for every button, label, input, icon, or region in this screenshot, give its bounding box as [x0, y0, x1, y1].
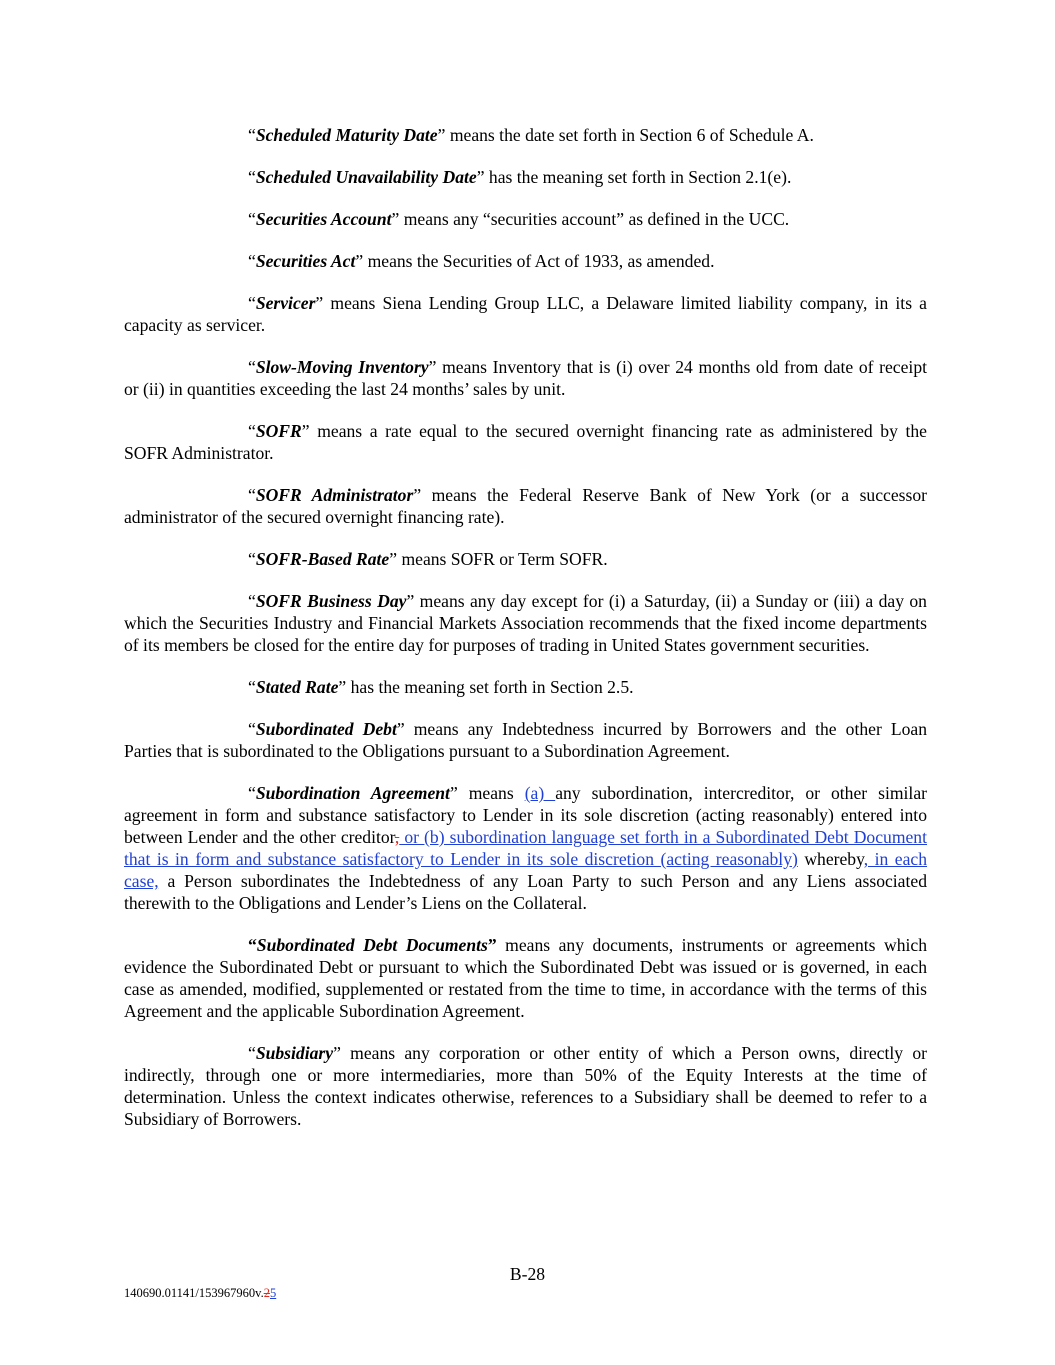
deleted-version: 2 [263, 1286, 270, 1300]
definition-text: means Inventory that is (i) over 24 months old from date of receipt or (ii) in quantities exceeding the last 24 months’ sales by unit. [124, 357, 927, 399]
definition-text: means Siena Lending Group LLC, a Delaware limited liability company, in its a capacity as servicer. [124, 293, 927, 335]
open-quote: “ [248, 251, 256, 271]
defined-term: Servicer [255, 293, 316, 313]
close-quote: ” [391, 209, 400, 229]
definition-text: has the meaning set forth in Section 2.1(e). [484, 167, 792, 187]
open-quote: “ [248, 591, 256, 611]
inserted-text: or (b) subordination language set forth in a Subordinated Debt Document that is in form and substance satisfactory to Lender in its sole discretion (acting reasonably) [124, 827, 927, 869]
inserted-text: (a) [524, 783, 556, 803]
open-quote: “ [248, 1043, 256, 1063]
definition-paragraph [124, 484, 927, 528]
definition-paragraph [124, 420, 927, 464]
open-quote: “ [248, 783, 256, 803]
close-quote: ” [487, 935, 497, 955]
close-quote: ” [476, 167, 485, 187]
defined-term: Slow-Moving Inventory [255, 357, 429, 377]
defined-term: SOFR-Based Rate [255, 549, 390, 569]
open-quote: “ [248, 167, 256, 187]
defined-term: Scheduled Unavailability Date [255, 167, 477, 187]
definition-paragraph [124, 356, 927, 400]
definition-text: means any Indebtedness incurred by Borrowers and the other Loan Parties that is subordinated to the Obligations pursuant to a Subordination Agreement. [124, 719, 928, 761]
subordinated-debt-documents-definition [124, 934, 927, 1022]
open-quote: “ [248, 677, 256, 697]
defined-term: Subordinated Debt Documents [256, 935, 488, 955]
definition-text: means SOFR or Term SOFR. [397, 549, 608, 569]
document-id [124, 1286, 276, 1301]
subordination-agreement-definition [124, 782, 927, 914]
definition-paragraph [124, 166, 927, 188]
close-quote: ” [301, 421, 310, 441]
close-quote: ” [428, 357, 437, 377]
definition-paragraph [124, 292, 927, 336]
inserted-text: , in each case, [124, 849, 928, 891]
open-quote: “ [248, 209, 256, 229]
defined-term: SOFR [255, 421, 302, 441]
definition-text: means any “securities account” as defined in the UCC. [399, 209, 790, 229]
open-quote: “ [248, 549, 256, 569]
defined-term: Subordinated Debt [255, 719, 397, 739]
definition-paragraph [124, 676, 927, 698]
deleted-text: , [394, 827, 400, 847]
open-quote: “ [248, 485, 256, 505]
close-quote: ” [333, 1043, 341, 1063]
open-quote: “ [248, 293, 256, 313]
defined-term: Securities Account [255, 209, 392, 229]
document-id-text: 140690.01141/153967960v. [124, 1286, 264, 1300]
definition-text: any subordination, intercreditor, or other similar agreement in form and substance satisfactory to Lender in its sole discretion (acting reasonably) entered into between Lender and the other creditor [124, 783, 927, 847]
definition-paragraph [124, 250, 927, 272]
definition-paragraph [124, 124, 927, 146]
open-quote: “ [248, 421, 256, 441]
close-quote: ” [355, 251, 364, 271]
definition-paragraph [124, 590, 927, 656]
subsidiary-definition [124, 1042, 927, 1130]
definition-text: a Person subordinates the Indebtedness of any Loan Party to such Person and any Liens associated therewith to the Obligations and Lender’s Liens on the Collateral. [124, 871, 927, 913]
definition-text: means a rate equal to the secured overnight financing rate as administered by the SOFR Administrator. [124, 421, 927, 463]
defined-term: Scheduled Maturity Date [255, 125, 438, 145]
definition-text: means any documents, instruments or agreements which evidence the Subordinated Debt or pursuant to which the Subordinated Debt was issued or is governed, in each case as amended, modified, supplemented or restated from the time to time, in accordance with the terms of this Agreement and the applicable Subordination Agreement. [124, 935, 927, 1021]
definition-text: means any day except for (i) a Saturday, (ii) a Sunday or (iii) a day on which the Securities Industry and Financial Markets Association recommends that the fixed income departments of its members be closed for the entire day for purposes of trading in United States government securities. [124, 591, 927, 655]
definition-text: means the date set forth in Section 6 of Schedule A. [445, 125, 814, 145]
open-quote: “ [248, 357, 256, 377]
close-quote: ” [315, 293, 324, 313]
defined-term: SOFR Administrator [255, 485, 414, 505]
close-quote: ” [449, 783, 458, 803]
close-quote: ” [338, 677, 347, 697]
definition-paragraph [124, 208, 927, 230]
defined-term: Stated Rate [255, 677, 339, 697]
close-quote: ” [406, 591, 415, 611]
open-quote: “ [248, 125, 256, 145]
definition-text: means the Federal Reserve Bank of New York (or a successor administrator of the secured overnight financing rate). [124, 485, 927, 527]
close-quote: ” [389, 549, 398, 569]
definition-text: means [457, 783, 525, 803]
definition-text: means any corporation or other entity of which a Person owns, directly or indirectly, through one or more intermediaries, more than 50% of the Equity Interests at the time of determination. Unless the context indicates otherwise, references to a Subsidiary shall be deemed to refer to a Subsidiary of Borrowers. [124, 1043, 927, 1129]
definition-paragraph [124, 548, 927, 570]
definition-text: has the meaning set forth in Section 2.5. [346, 677, 634, 697]
close-quote: ” [437, 125, 446, 145]
definition-paragraph [124, 718, 927, 762]
open-quote: “ [248, 935, 257, 955]
page-number: B-28 [509, 1264, 546, 1284]
defined-term: Subordination Agreement [255, 783, 450, 803]
definition-text: means the Securities of Act of 1933, as amended. [363, 251, 715, 271]
definition-text: whereby [797, 849, 864, 869]
defined-term: SOFR Business Day [255, 591, 407, 611]
inserted-version: 5 [269, 1286, 277, 1300]
defined-term: Securities Act [255, 251, 356, 271]
close-quote: ” [396, 719, 405, 739]
close-quote: ” [413, 485, 422, 505]
defined-term: Subsidiary [255, 1043, 334, 1063]
open-quote: “ [248, 719, 256, 739]
definitions-body [124, 124, 927, 1150]
